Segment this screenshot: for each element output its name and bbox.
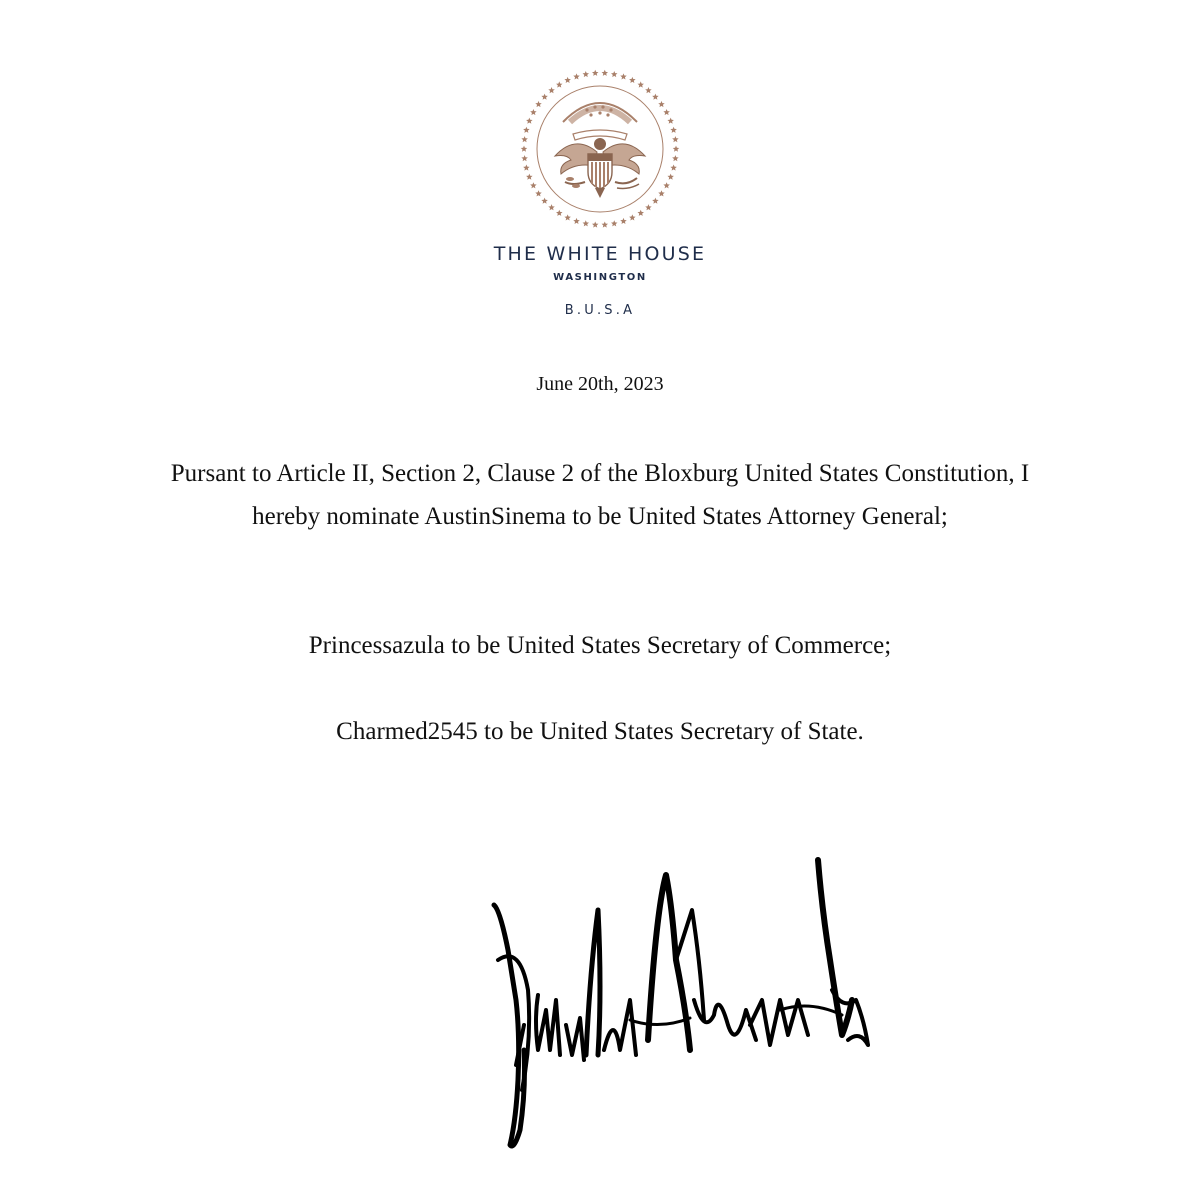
seal-star-icon [658,190,664,196]
seal-star-icon [620,218,626,224]
seal-star-icon [548,204,554,210]
seal-star-icon [521,155,527,161]
seal-star-icon [670,165,676,171]
seal-star-icon [530,109,536,115]
seal-star-icon [573,218,579,224]
seal-star-icon [556,81,562,87]
seal-star-icon [592,70,598,76]
seal-star-icon [629,214,635,220]
nomination-paragraph-commerce: Princessazula to be United States Secretary of Commerce; [308,632,892,659]
seal-star-icon [663,182,669,188]
seal-star-icon [556,210,562,216]
seal-star-icon [611,220,617,226]
seal-star-icon [673,146,679,152]
seal-star-icon [523,127,529,133]
seal-star-icon [652,198,658,204]
nomination-paragraph-state: Charmed2545 to be United States Secretary of State. [336,718,864,745]
seal-star-icon [523,165,529,171]
seal-star-icon [667,174,673,180]
letterhead-country: B.U.S.A [564,303,636,318]
seal-star-icon [583,71,589,77]
seal-star-icon [611,71,617,77]
seal-star-icon [535,101,541,107]
seal-star-icon [541,198,547,204]
seal-star-icon [541,94,547,100]
seal-star-icon [526,174,532,180]
seal-star-icon [652,94,658,100]
nomination-paragraph-attorney-general: Pursant to Article II, Section 2, Clause 2 of the Bloxburg United States Constitution, I hereby nominate AustinSinema to be United States Attorney General; [170,460,1030,530]
seal-star-icon [645,87,651,93]
letter-date: June 20th, 2023 [536,373,664,395]
seal-star-icon [592,221,598,227]
seal-star-icon [629,77,635,83]
seal-star-icon [658,101,664,107]
seal-star-icon [667,118,673,124]
seal-star-icon [602,70,608,76]
seal-star-icon [521,146,527,152]
seal-star-icon [526,118,532,124]
seal-star-icon [672,155,678,161]
seal-star-icon [548,87,554,93]
seal-star-icon [530,182,536,188]
seal-star-icon [564,214,570,220]
seal-star-icon [663,109,669,115]
letterhead-title: THE WHITE HOUSE [493,243,707,265]
seal-star-icon [637,81,643,87]
seal-star-icon [583,220,589,226]
seal-star-icon [564,77,570,83]
seal-star-icon [573,73,579,79]
seal-star-icon [645,204,651,210]
seal-star-icon [602,221,608,227]
seal-star-icon [637,210,643,216]
presidential-seal-icon [515,64,685,234]
seal-star-icon [521,136,527,142]
seal-star-icon [620,73,626,79]
seal-star-icon [672,136,678,142]
handwritten-signature-icon [480,850,880,1170]
seal-star-icon [670,127,676,133]
letterhead-city: WASHINGTON [553,272,647,283]
seal-star-icon [535,190,541,196]
